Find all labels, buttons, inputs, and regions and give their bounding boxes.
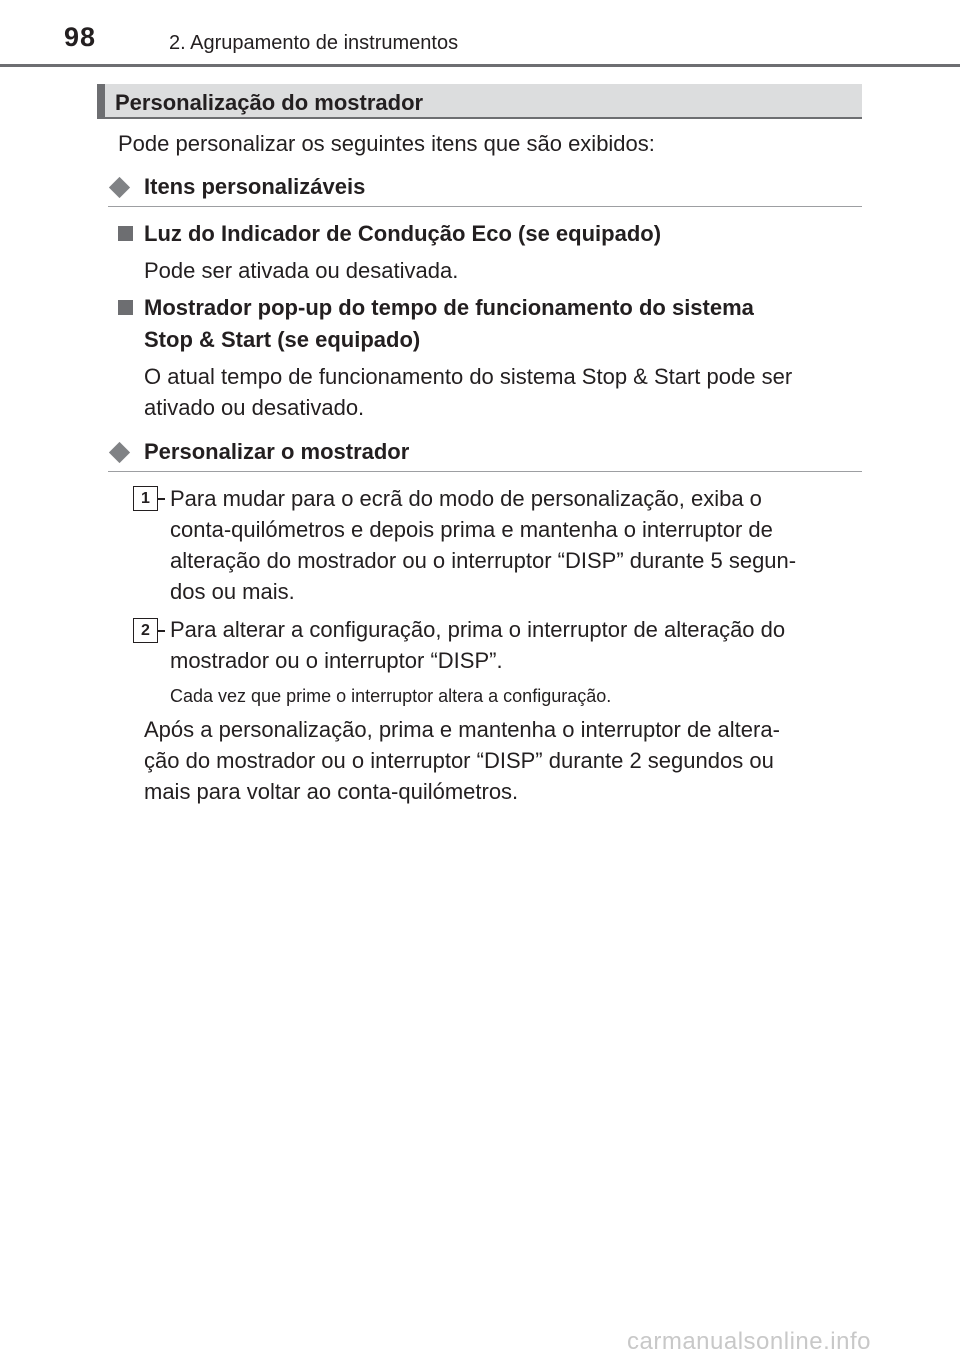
header-rule xyxy=(0,64,960,67)
step1-line2: conta-quilómetros e depois prima e mantenha o interruptor de xyxy=(170,517,773,542)
step2-note: Cada vez que prime o interruptor altera a configuração. xyxy=(170,686,612,706)
diamond-bullet-icon xyxy=(109,442,130,463)
section-title: Personalização do mostrador xyxy=(115,90,424,115)
customize-display-label: Personalizar o mostrador xyxy=(144,439,410,464)
step2-line2: mostrador ou o interruptor “DISP”. xyxy=(170,648,503,673)
step1-line4: dos ou mais. xyxy=(170,579,295,604)
item-stopstart-body-line1: O atual tempo de funcionamento do sistema Stop & Start pode ser xyxy=(144,364,793,389)
page-number: 98 xyxy=(64,22,97,52)
step1-line1: Para mudar para o ecrã do modo de personalização, exiba o xyxy=(170,486,762,511)
watermark: carmanualsonline.info xyxy=(627,1328,871,1355)
step1-line3: alteração do mostrador ou o interruptor “DISP” durante 5 segun- xyxy=(170,548,797,573)
customizable-items-label: Itens personalizáveis xyxy=(144,174,366,199)
after-customize-line1: Após a personalização, prima e mantenha o interruptor de altera- xyxy=(144,717,780,742)
square-bullet-icon xyxy=(118,300,133,315)
item-stopstart-body-line2: ativado ou desativado. xyxy=(144,395,365,420)
page-header xyxy=(0,0,960,68)
diamond-bullet-icon xyxy=(109,177,130,198)
item-stopstart-title-line2: Stop & Start (se equipado) xyxy=(144,327,421,352)
step2-line1: Para alterar a configuração, prima o interruptor de alteração do xyxy=(170,617,786,642)
item-eco-title: Luz do Indicador de Condução Eco (se equipado) xyxy=(144,221,662,246)
section-intro: Pode personalizar os seguintes itens que são exibidos: xyxy=(118,131,655,156)
square-bullet-icon xyxy=(118,226,133,241)
step-number-2: 2 xyxy=(133,618,158,643)
customizable-items-heading xyxy=(108,172,862,207)
step-number-1: 1 xyxy=(133,486,158,511)
item-eco-body: Pode ser ativada ou desativada. xyxy=(144,258,459,283)
chapter-title: 2. Agrupamento de instrumentos xyxy=(169,32,459,54)
after-customize-line3: mais para voltar ao conta-quilómetros. xyxy=(144,779,519,804)
customize-display-heading xyxy=(108,437,862,472)
after-customize-line2: ção do mostrador ou o interruptor “DISP” durante 2 segundos ou xyxy=(144,748,774,773)
item-stopstart-title-line1: Mostrador pop-up do tempo de funcionamento do sistema xyxy=(144,295,754,320)
section-heading-bar xyxy=(97,84,862,119)
